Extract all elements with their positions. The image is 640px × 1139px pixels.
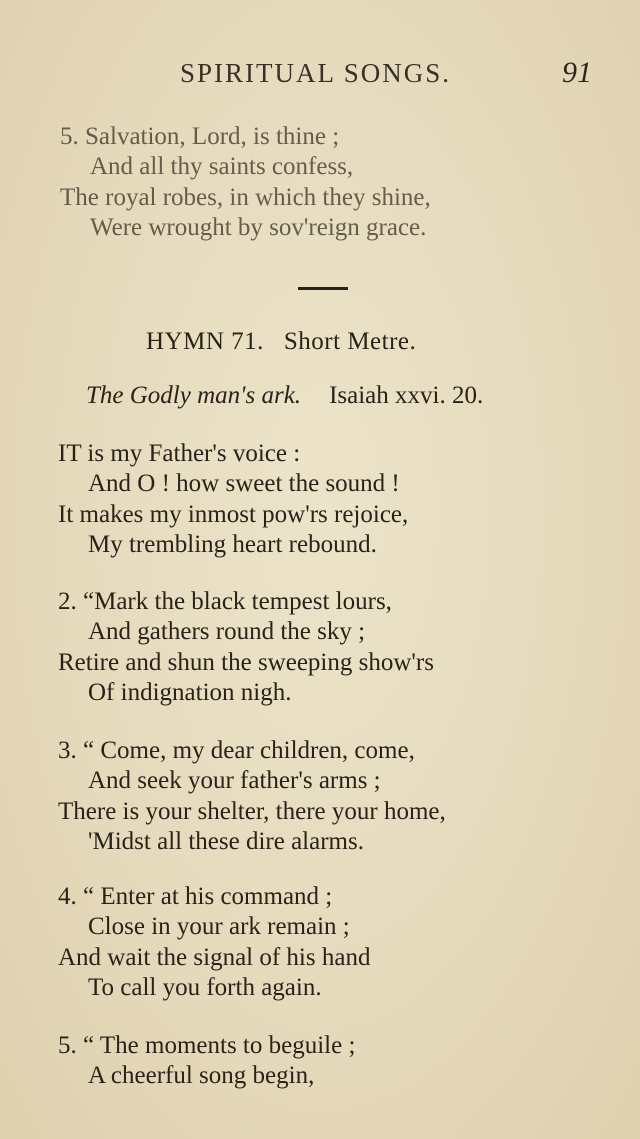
section-divider [298,287,348,290]
verse-line: Were wrought by sov'reign grace. [90,214,427,241]
verse-line: 'Midst all these dire alarms. [88,828,364,855]
verse-line: 5. Salvation, Lord, is thine ; [60,123,340,150]
verse-line: 5. “ The moments to beguile ; [58,1032,356,1059]
verse-line: It makes my inmost pow'rs rejoice, [58,501,409,528]
hymn-theme: The Godly man's ark. [86,382,302,409]
verse-line: My trembling heart rebound. [88,531,377,558]
verse-line: 4. “ Enter at his command ; [58,883,333,910]
verse-line: And gathers round the sky ; [88,618,366,645]
hymn-heading [146,328,416,356]
verse-line: To call you forth again. [88,974,322,1001]
verse-line: A cheerful song begin, [88,1062,315,1089]
verse-line: And all thy saints confess, [90,153,354,180]
page-header [0,58,640,98]
hymn-number: HYMN 71. [146,328,264,355]
page-number: 91 [562,56,592,89]
verse-line: Of indignation nigh. [88,679,292,706]
verse-line: And seek your father's arms ; [88,767,381,794]
verse-line: And O ! how sweet the sound ! [88,470,400,497]
verse-line: Close in your ark remain ; [88,913,350,940]
verse-line: 3. “ Come, my dear children, come, [58,737,415,764]
verse-line: IT is my Father's voice : [58,440,301,467]
verse-line: There is your shelter, there your home, [58,798,446,825]
scripture-reference: Isaiah xxvi. 20. [329,382,484,409]
hymn-subtitle [86,382,483,410]
verse-line: 2. “Mark the black tempest lours, [58,588,392,615]
hymn-meter: Short Metre. [283,328,417,355]
verse-line: Retire and shun the sweeping show'rs [58,649,434,676]
verse-line: The royal robes, in which they shine, [60,184,431,211]
verse-line: And wait the signal of his hand [58,944,371,971]
running-title: SPIRITUAL SONGS. [180,58,452,88]
